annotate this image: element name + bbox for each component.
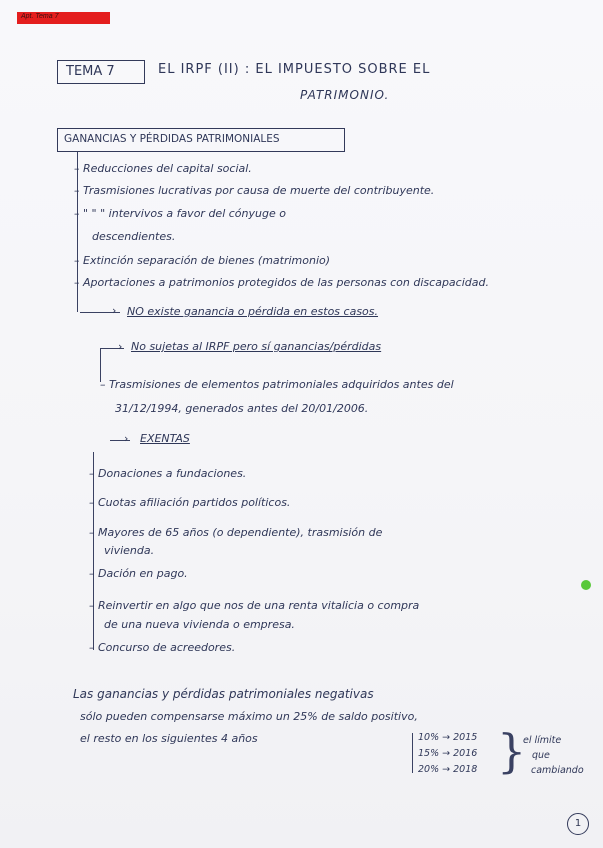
exenta-item-continuation: vivienda. — [104, 544, 155, 557]
exenta-item: – Reinvertir en algo que nos de una renta vitalicia o compra — [89, 599, 420, 612]
percent-row: 10% → 2015 — [418, 732, 478, 743]
list-item: – Extinción separación de bienes (matrimonio) — [74, 254, 331, 267]
trasmisiones-line2: 31/12/1994, generados antes del 20/01/2006. — [115, 402, 369, 415]
exenta-item: – Donaciones a fundaciones. — [89, 467, 247, 480]
page-title-line1: EL IRPF (II) : EL IMPUESTO SOBRE EL — [158, 62, 431, 77]
page-number: 1 — [567, 813, 589, 835]
list-bracket-line — [93, 452, 94, 650]
curly-brace-icon: } — [497, 724, 527, 778]
list-item: – " " " intervivos a favor del cónyuge o — [74, 207, 286, 220]
red-highlight-tag — [17, 12, 110, 24]
percent-row: 20% → 2018 — [418, 764, 478, 775]
arrow-head-icon: › — [118, 340, 123, 353]
arrow-head-icon: › — [112, 304, 117, 317]
green-marker-dot — [581, 580, 591, 590]
bracket-line — [100, 348, 101, 382]
exenta-item: – Dación en pago. — [89, 567, 188, 580]
paragraph-line: sólo pueden compensarse máximo un 25% de saldo positivo, — [80, 710, 418, 723]
list-item: – Aportaciones a patrimonios protegidos de las personas con discapacidad. — [74, 276, 489, 289]
exenta-item: – Cuotas afiliación partidos políticos. — [89, 496, 291, 509]
percent-note: el límite — [523, 735, 562, 746]
percent-note: cambiando — [531, 765, 584, 776]
no-sujetas-heading: No sujetas al IRPF pero sí ganancias/pérdidas — [131, 340, 382, 353]
exenta-item: – Concurso de acreedores. — [89, 641, 236, 654]
tema-label: TEMA 7 — [66, 64, 115, 79]
arrow-head-icon: › — [124, 432, 129, 445]
header-tag-text: Apt. Tema 7 — [21, 13, 59, 20]
exenta-item-continuation: de una nueva vivienda o empresa. — [104, 618, 295, 631]
trasmisiones-line1: – Trasmisiones de elementos patrimoniales adquiridos antes del — [100, 378, 454, 391]
list-item-continuation: descendientes. — [92, 230, 176, 243]
percent-row: 15% → 2016 — [418, 748, 478, 759]
table-bracket-line — [412, 733, 413, 773]
section-heading: GANANCIAS Y PÉRDIDAS PATRIMONIALES — [64, 133, 280, 145]
percent-note: que — [532, 750, 550, 761]
paragraph-line: Las ganancias y pérdidas patrimoniales negativas — [73, 687, 374, 701]
list-item: – Trasmisiones lucrativas por causa de muerte del contribuyente. — [74, 184, 435, 197]
paragraph-line: el resto en los siguientes 4 años — [80, 732, 258, 745]
list-item: – Reducciones del capital social. — [74, 162, 252, 175]
page-title-line2: PATRIMONIO. — [300, 88, 390, 102]
exenta-item: – Mayores de 65 años (o dependiente), trasmisión de — [89, 526, 383, 539]
no-gain-conclusion: NO existe ganancia o pérdida en estos casos. — [127, 305, 379, 318]
exentas-heading: EXENTAS — [140, 432, 190, 445]
